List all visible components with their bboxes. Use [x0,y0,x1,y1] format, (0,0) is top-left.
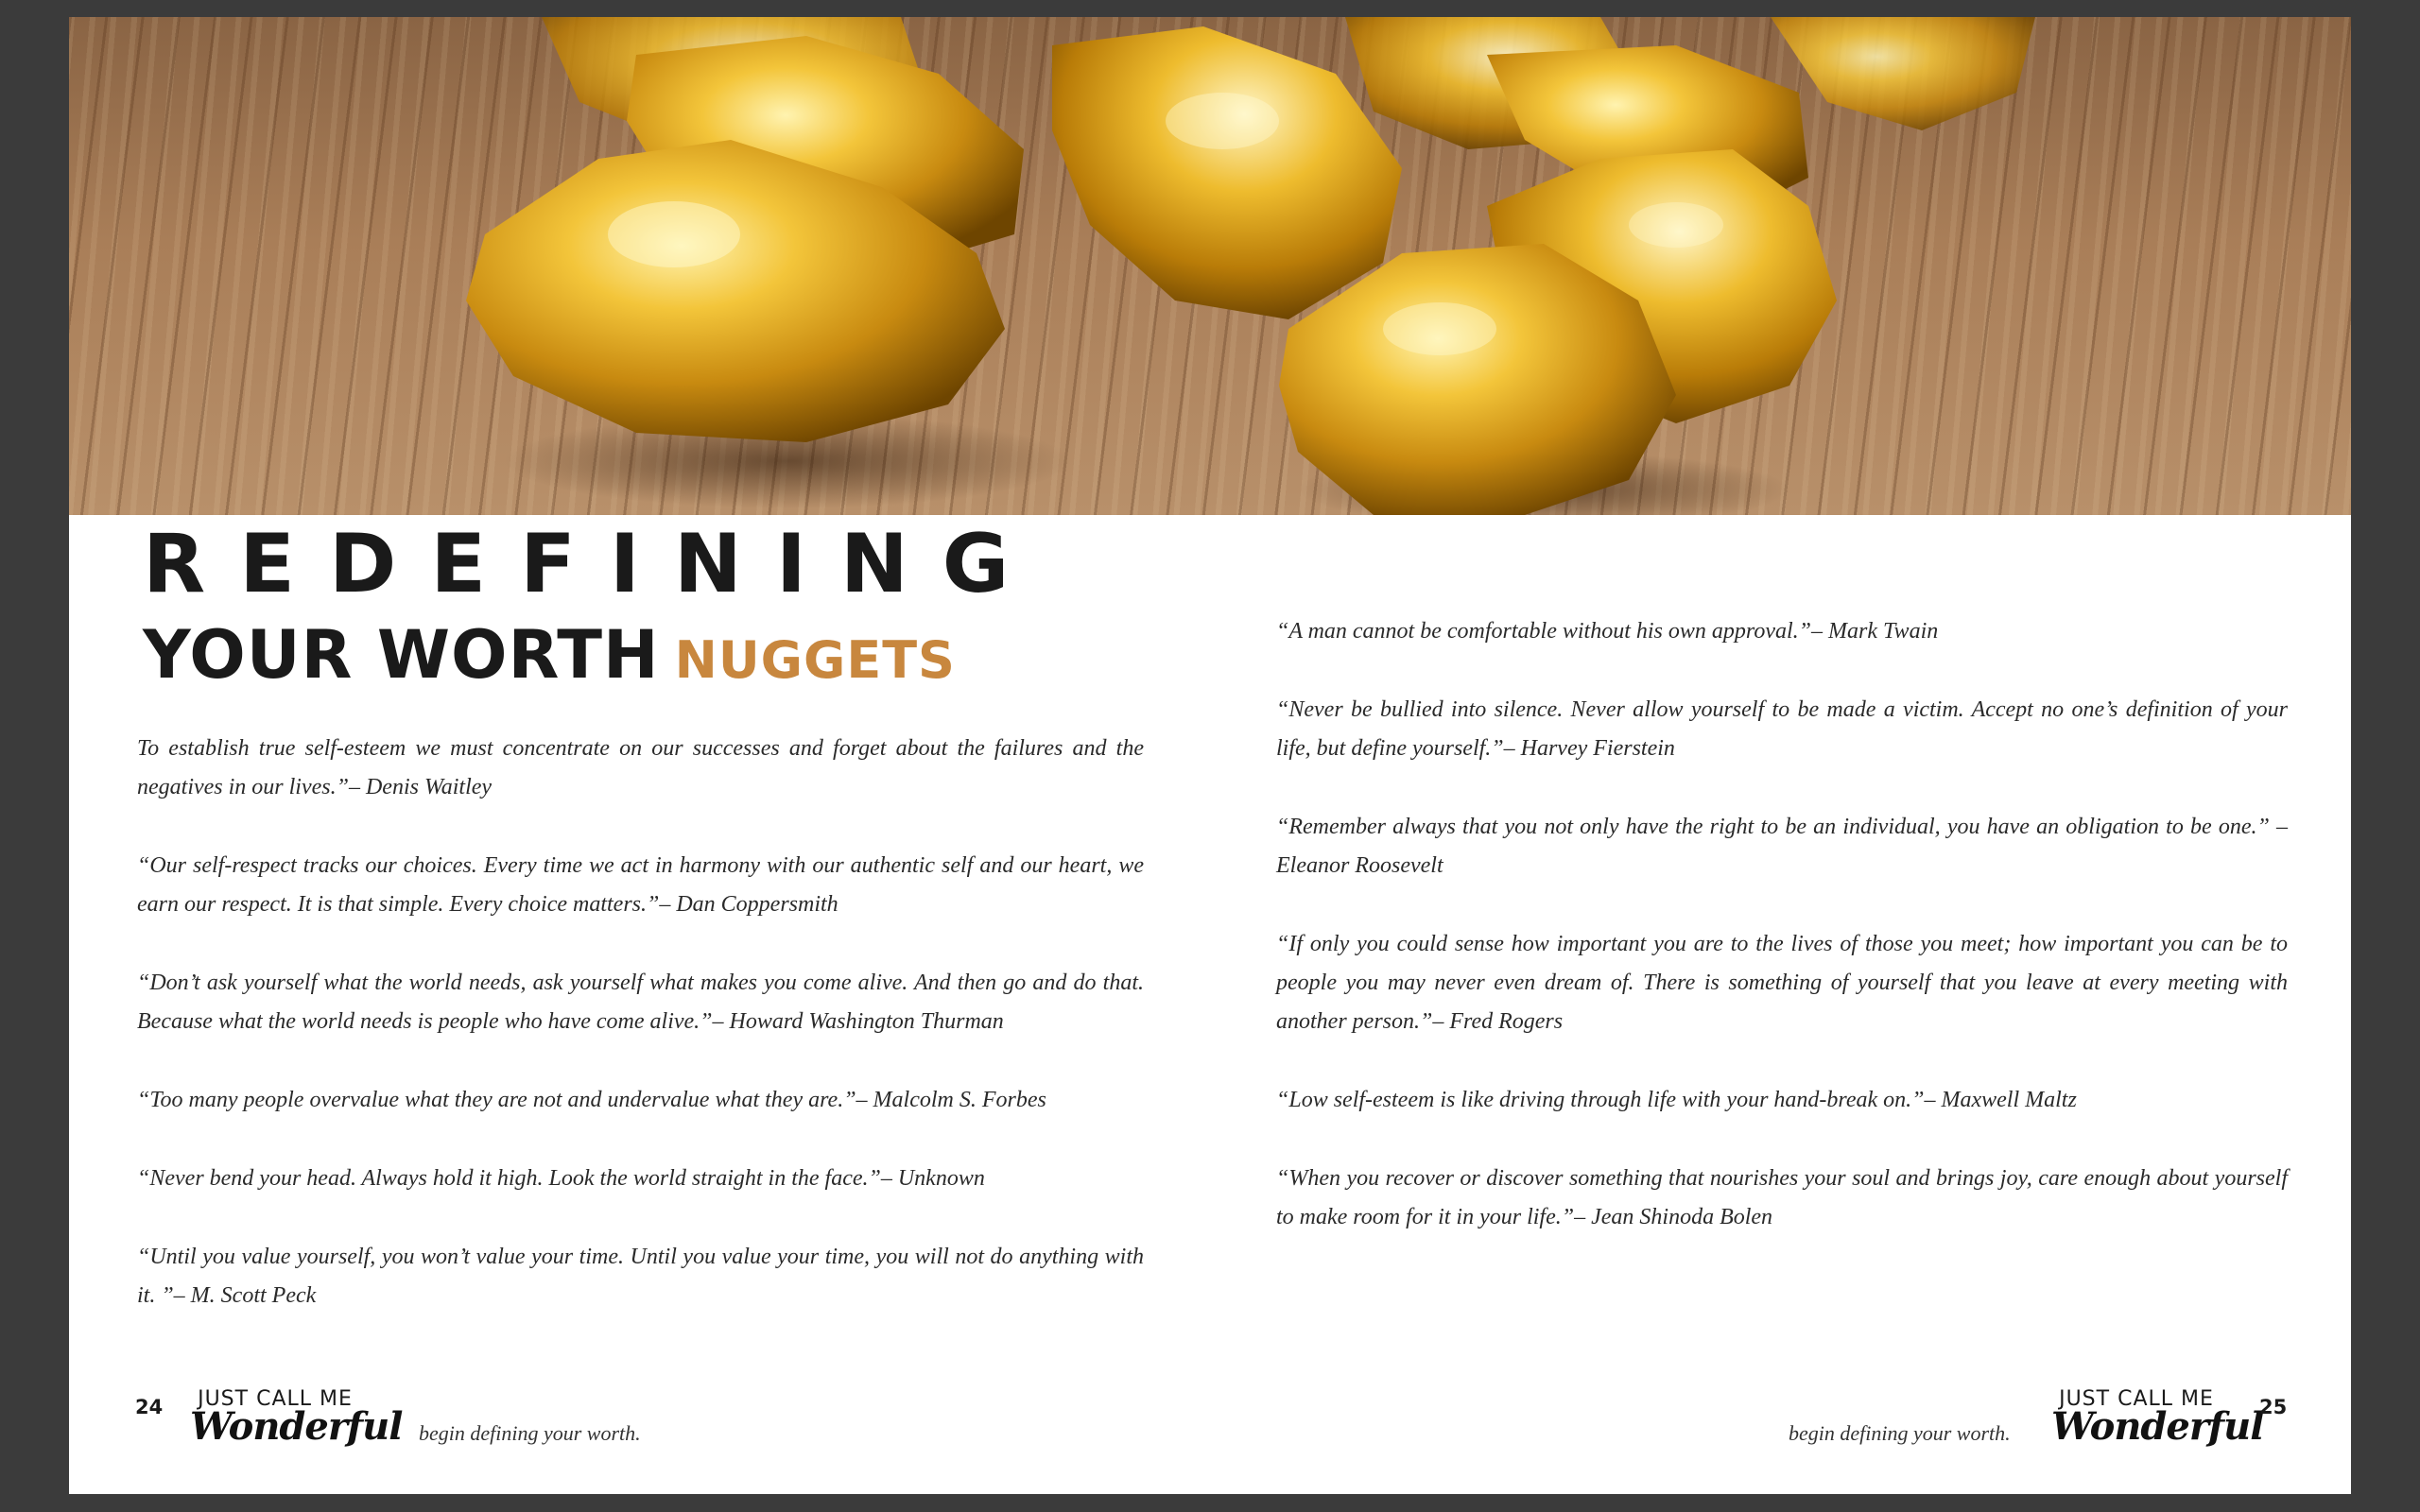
footer-tagline-right: begin defining your worth. [1789,1421,2011,1445]
quote: “A man cannot be comfortable without his own approval.”– Mark Twain [1276,619,1939,644]
quote: “Low self-esteem is like driving through life with your hand-break on.”– Maxwell Maltz [1276,1088,2077,1112]
logo-script-text: Wonderful [2051,1404,2264,1449]
page-title [143,517,1044,694]
footer-tagline-left: begin defining your worth. [419,1421,641,1445]
title-nuggets: NUGGETS [674,630,956,690]
quote: “If only you could sense how important you are to the lives of those you meet; how important you can be to people you may never even dream of. There is something of yourself that you leave at every meeting with another person.”– Fred Rogers [1276,932,2288,1034]
title-your-worth: YOUR WORTH [143,616,660,694]
title-line-redefining: REDEFINING [143,517,1044,611]
right-quotes-column [1276,612,2288,1277]
left-quotes-column [137,730,1144,1355]
quote: “Until you value yourself, you won’t value your time. Until you value your time, you will not do anything with it. ”– M. Scott Peck [137,1245,1144,1308]
quote: “Remember always that you not only have the right to be an individual, you have an obligation to be one.” – Eleanor Roosevelt [1276,815,2288,878]
quote: “Never be bullied into silence. Never allow yourself to be made a victim. Accept no one’s definition of your life, but define yourself.”– Harvey Fierstein [1276,697,2288,761]
logo-script-text: Wonderful [190,1404,403,1449]
page-number-left: 24 [135,1396,164,1418]
quote: To establish true self-esteem we must concentrate on our successes and forget about the failures and the negatives in our lives.”– Denis Waitley [137,736,1144,799]
quote: “Never bend your head. Always hold it high. Look the world straight in the face.”– Unknown [137,1166,985,1191]
logo-top-text: JUST CALL ME [2059,1387,2214,1411]
page-number-right: 25 [2259,1396,2288,1418]
hero-image-gold-nuggets [69,17,2351,515]
title-line-two [143,616,1043,694]
magazine-spread [69,17,2351,1494]
gold-nuggets-illustration [69,17,2351,515]
quote: “When you recover or discover something that nourishes your soul and brings joy, care enough about yourself to make room for it in your life.”– Jean Shinoda Bolen [1276,1166,2288,1229]
brand-logo-right [2051,1387,2264,1455]
logo-top-text: JUST CALL ME [198,1387,353,1411]
quote: “Too many people overvalue what they are not and undervalue what they are.”– Malcolm S. Forbes [137,1088,1046,1112]
quote: “Don’t ask yourself what the world needs, ask yourself what makes you come alive. And then go and do that. Because what the world needs is people who have come alive.”– Howard Washington Thurman [137,971,1144,1034]
brand-logo-left [190,1387,403,1455]
quote: “Our self-respect tracks our choices. Every time we act in harmony with our authentic self and our heart, we earn our respect. It is that simple. Every choice matters.”– Dan Coppersmith [137,853,1144,917]
